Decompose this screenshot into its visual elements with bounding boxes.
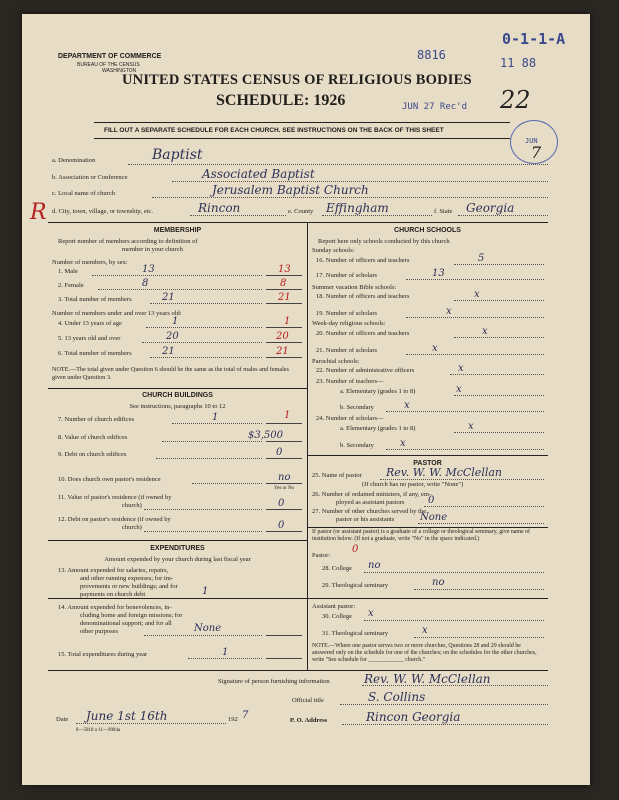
q21-label: 21. Number of scholars	[316, 347, 378, 354]
q31-label: 31. Theological seminary	[322, 630, 389, 637]
date-value[interactable]: June 1st 16th	[86, 709, 168, 723]
assistant-sublabel: Assistant pastor:	[312, 603, 356, 610]
pastor-mark: 0	[352, 544, 359, 555]
q10-value[interactable]: no	[278, 472, 291, 483]
summer-label: Summer vacation Bible schools:	[312, 284, 397, 291]
q24b-label: b. Secondary	[340, 442, 374, 449]
q12-label-b: church)	[122, 524, 142, 531]
expenditures-heading: EXPENDITURES	[150, 545, 205, 552]
state-value[interactable]: Georgia	[466, 201, 515, 215]
q6-check: 21	[276, 346, 289, 357]
q15-value[interactable]: 1	[222, 647, 229, 658]
q9-label: 9. Debt on church edifices	[58, 451, 127, 458]
q24a-label: a. Elementary (grades 1 to 8)	[340, 425, 416, 432]
parochial-label: Parochial schools:	[312, 358, 360, 365]
circle-stamp-text: JUN	[525, 137, 538, 145]
q21-value[interactable]: x	[432, 343, 438, 354]
q23b-label: b. Secondary	[340, 404, 374, 411]
q14-label-a: 14. Amount expended for benevolences, in-	[58, 604, 172, 611]
handwritten-number: 22	[500, 86, 531, 114]
q3-label: 3. Total number of members	[58, 296, 132, 303]
date-label: Date	[56, 716, 69, 723]
buildings-sub: See instructions, paragraphs 10 to 12	[129, 403, 226, 410]
q7-label: 7. Number of church edifices	[58, 416, 134, 423]
by-sex-label: Number of members, by sex:	[52, 259, 128, 266]
q6-label: 6. Total number of members	[58, 350, 132, 357]
po-address-label: P. O. Address	[290, 717, 328, 724]
department-label: DEPARTMENT OF COMMERCE	[58, 53, 162, 60]
q3-check: 21	[278, 292, 291, 303]
q23a-value[interactable]: x	[456, 384, 462, 395]
q25-sub: (If church has no pastor, write "None")	[362, 481, 464, 488]
q15-label: 15. Total expenditures during year	[58, 651, 148, 658]
q4-value[interactable]: 1	[172, 316, 179, 327]
q26-label-a: 26. Number of ordained ministers, if any, em-	[312, 491, 432, 498]
q13-label-b: and other running expenses; for im-	[80, 575, 173, 582]
q14-label-b: cluding home and foreign missions; for	[80, 612, 183, 619]
q12-label-a: 12. Debt on pastor's residence (if owned by	[58, 516, 171, 523]
q30-value[interactable]: x	[368, 608, 374, 619]
q23-label: 23. Number of teachers—	[316, 378, 384, 385]
q5-check: 20	[276, 331, 289, 342]
form-title: UNITED STATES CENSUS OF RELIGIOUS BODIES	[122, 72, 472, 88]
q26-label-b: ployed as assistant pastors	[336, 499, 405, 506]
q10-sub: Yes or No	[274, 486, 295, 491]
local-name-label: c. Local name of church	[52, 190, 115, 197]
q27-value[interactable]: None	[420, 512, 448, 523]
q25-value[interactable]: Rev. W. W. McClellan	[386, 466, 502, 479]
q10-label: 10. Does church own pastor's residence	[58, 476, 161, 483]
q2-check: 8	[280, 278, 287, 289]
q13-label-d: payments on church debt	[80, 591, 146, 598]
q16-value[interactable]: 5	[478, 253, 485, 264]
membership-intro-2: member in your church	[122, 246, 183, 253]
q7-value[interactable]: 1	[212, 412, 219, 423]
city-label-field: d. City, town, village, or township, etc.	[52, 208, 154, 215]
grad-note: If pastor (or assistant pastor) is a graduate of a college or theological seminary, give name of institution below. (If not a graduate, write "No" in the space indicated.)	[312, 529, 530, 542]
q31-value[interactable]: x	[422, 625, 428, 636]
q4-label: 4. Under 13 years of age	[58, 320, 122, 327]
signature-label: Signature of person furnishing information	[218, 678, 330, 685]
q17-value[interactable]: 13	[432, 268, 445, 279]
q24b-value[interactable]: x	[400, 438, 406, 449]
q11-value[interactable]: 0	[278, 498, 285, 509]
q28-label: 28. College	[322, 565, 352, 572]
year-value[interactable]: 7	[242, 710, 249, 721]
q11-label-a: 11. Value of pastor's residence (if owned by	[58, 494, 172, 501]
buildings-heading: CHURCH BUILDINGS	[142, 392, 213, 399]
q18-label: 18. Number of officers and teachers	[316, 293, 410, 300]
q27-label-b: pastor or his assistants	[336, 516, 395, 523]
schedule-title: SCHEDULE: 1926	[216, 92, 346, 109]
q1-check: 13	[278, 264, 291, 275]
q24-label: 24. Number of scholars—	[316, 415, 384, 422]
serial-stamp: 8816	[417, 48, 446, 62]
q8-label: 8. Value of church edifices	[58, 434, 128, 441]
signature-value[interactable]: Rev. W. W. McClellan	[364, 672, 491, 686]
q7-check: 1	[284, 410, 291, 421]
margin-mark: R	[30, 200, 47, 225]
q3-value[interactable]: 21	[162, 292, 175, 303]
q22-label: 22. Number of administrative officers	[316, 367, 415, 374]
pastor-sublabel: Pastor:	[312, 552, 331, 559]
membership-heading: MEMBERSHIP	[153, 227, 202, 234]
q22-value[interactable]: x	[458, 363, 464, 374]
code-stamp: 0-1-1-A	[502, 30, 566, 48]
year-prefix: 192	[228, 716, 238, 723]
schools-heading: CHURCH SCHOOLS	[394, 227, 461, 234]
q24a-value[interactable]: x	[468, 421, 474, 432]
q20-value[interactable]: x	[482, 326, 488, 337]
pastor-note: NOTE.—Where one pastor serves two or more churches, Questions 28 and 29 should be answered only on the schedule for one of the churches; on the schedules for the other churches, write "See schedule for ____________ church."	[312, 643, 537, 663]
q16-label: 16. Number of officers and teachers	[316, 257, 410, 264]
q13-label-a: 13. Amount expended for salaries, repairs,	[58, 567, 169, 574]
association-value[interactable]: Associated Baptist	[202, 167, 315, 181]
bureau-label: BUREAU OF THE CENSUS	[77, 62, 140, 68]
form-number: 8—5818 a 11—9084a	[76, 728, 121, 733]
association-label: b. Association or Conference	[52, 174, 128, 181]
q5-label: 5. 13 years old and over	[58, 335, 121, 342]
q27-label-a: 27. Number of other churches served by the	[312, 508, 427, 515]
local-name-value[interactable]: Jerusalem Baptist Church	[212, 183, 369, 197]
q13-label-c: provements or new buildings; and for	[80, 583, 178, 590]
city-value[interactable]: Rincon	[198, 201, 241, 215]
city-label: WASHINGTON	[102, 68, 137, 74]
serial-stamp-2: 11 88	[500, 56, 537, 70]
q9-value[interactable]: 0	[276, 447, 283, 458]
q1-value[interactable]: 13	[142, 264, 155, 275]
po-address-value[interactable]: Rincon Georgia	[366, 710, 461, 724]
county-value[interactable]: Effingham	[326, 201, 389, 215]
q23a-label: a. Elementary (grades 1 to 8)	[340, 388, 416, 395]
membership-intro-1: Report number of members according to definition of	[58, 238, 198, 245]
q29-label: 29. Theological seminary	[322, 582, 389, 589]
schools-intro: Report here only schools conducted by this church	[318, 238, 450, 245]
circle-stamp	[510, 120, 558, 164]
q23b-value[interactable]: x	[404, 400, 410, 411]
instruction-banner: FILL OUT A SEPARATE SCHEDULE FOR EACH CHURCH. SEE INSTRUCTIONS ON THE BACK OF THIS SHEET	[104, 127, 444, 134]
q29-value[interactable]: no	[432, 577, 445, 588]
state-label: f. State	[434, 208, 453, 215]
denomination-label: a. Denomination	[52, 157, 96, 164]
denomination-value[interactable]: Baptist	[152, 147, 203, 163]
q25-label: 25. Name of pastor	[312, 472, 362, 479]
q14-label-c: denominational support; and for all	[80, 620, 172, 627]
membership-note: NOTE.—The total given under Question 6 should be the same as the total of males and females given under Question 3.	[52, 366, 289, 381]
q20-label: 20. Number of officers and teachers	[316, 330, 410, 337]
q6-value[interactable]: 21	[162, 346, 175, 357]
q12-value[interactable]: 0	[278, 520, 285, 531]
q8-value[interactable]: $3,500	[248, 430, 283, 441]
q19-value[interactable]: x	[446, 306, 452, 317]
q19-label: 19. Number of scholars	[316, 310, 378, 317]
county-label: e. County	[288, 208, 314, 215]
received-stamp: JUN 27 Rec'd	[402, 102, 468, 112]
q30-label: 30. College	[322, 613, 352, 620]
q1-label: 1. Male	[58, 268, 78, 275]
circle-stamp-mark: 7	[531, 143, 542, 162]
q2-label: 2. Female	[58, 282, 84, 289]
q28-value[interactable]: no	[368, 560, 381, 571]
sunday-label: Sunday schools:	[312, 247, 355, 254]
q14-label-d: other purposes	[80, 628, 119, 635]
q2-value[interactable]: 8	[142, 278, 149, 289]
q4-check: 1	[284, 316, 291, 327]
age-intro: Number of members under and over 13 years old:	[52, 310, 182, 317]
pastor-heading: PASTOR	[413, 460, 442, 467]
q18-value[interactable]: x	[474, 289, 480, 300]
q14-value[interactable]: None	[194, 623, 222, 634]
q26-value[interactable]: 0	[428, 495, 435, 506]
official-title-label: Official title	[292, 697, 324, 704]
q13-value[interactable]: 1	[202, 586, 209, 597]
q17-label: 17. Number of scholars	[316, 272, 378, 279]
q11-label-b: church)	[122, 502, 142, 509]
census-schedule-sheet	[22, 14, 590, 785]
q5-value[interactable]: 20	[166, 331, 179, 342]
official-title-value[interactable]: S. Collins	[368, 690, 426, 704]
expenditures-sub: Amount expended by your church during last fiscal year	[104, 556, 251, 563]
weekday-label: Week-day religious schools:	[312, 320, 386, 327]
